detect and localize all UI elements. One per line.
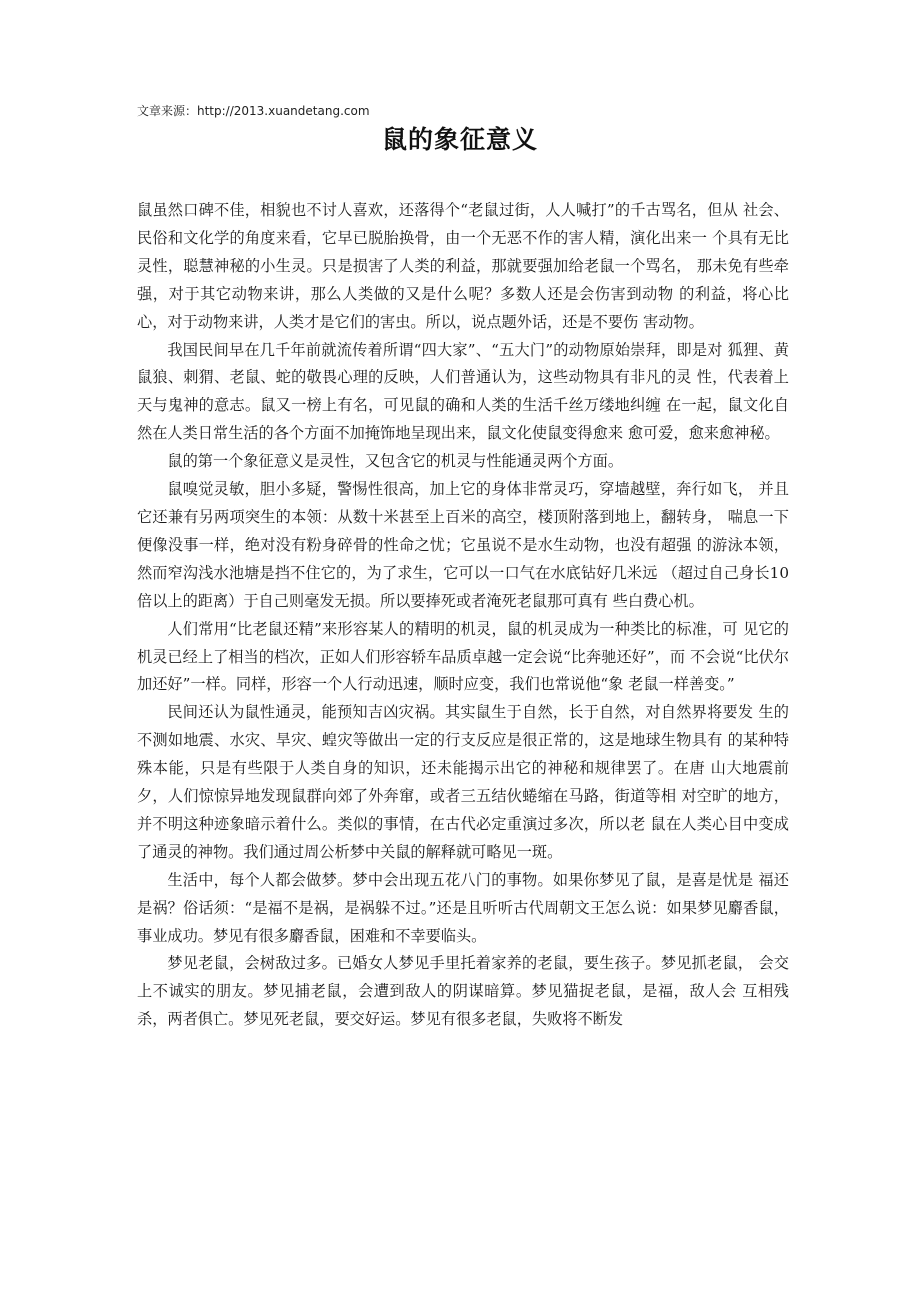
source-line: 文章来源：http://2013.xuandetang.com: [137, 104, 370, 118]
paragraph: 梦见老鼠，会树敌过多。已婚女人梦见手里托着家养的老鼠，要生孩子。梦见抓老鼠， 会交上不诚实的朋友。梦见捕老鼠，会遭到敌人的阴谋暗算。梦见猫捉老鼠，是福，敌人会 互相残杀，两者俱亡。梦见死老鼠，要交好运。梦见有很多老鼠，失败将不断发: [137, 954, 789, 1029]
paragraph: 生活中，每个人都会做梦。梦中会出现五花八门的事物。如果你梦见了鼠，是喜是忧是 福还是祸？俗话须：“是福不是祸，是祸躲不过。”还是且听听古代周朝文王怎么说：如果梦见麝香鼠，事业成功。梦见有很多麝香鼠，困难和不幸要临头。: [137, 870, 789, 945]
paragraph: 鼠虽然口碑不佳，相貌也不讨人喜欢，还落得个“老鼠过街，人人喊打”的千古骂名，但从 社会、民俗和文化学的角度来看，它早已脱胎换骨，由一个无恶不作的害人精，演化出来一 个具有无比灵性，聪慧神秘的小生灵。只是损害了人类的利益，那就要强加给老鼠一个骂名， 那未免有些牵强，对于其它动物来讲，那么人类做的又是什么呢？多数人还是会伤害到动物 的利益，将心比心，对于动物来讲，人类才是它们的害虫。所以，说点题外话，还是不要伤 害动物。: [137, 201, 789, 331]
paragraph: 鼠的第一个象征意义是灵性，又包含它的机灵与性能通灵两个方面。: [167, 452, 624, 471]
paragraph: 鼠嗅觉灵敏，胆小多疑，警惕性很高，加上它的身体非常灵巧，穿墙越壁，奔行如飞， 并且它还兼有另两项突生的本领：从数十米甚至上百米的高空，楼顶附落到地上，翻转身， 喘息一下便像没事一样，绝对没有粉身碎骨的性命之忧；它虽说不是水生动物，也没有超强 的游泳本领，然而窄沟浅水池塘是挡不住它的，为了求生，它可以一口气在水底钻好几米远 （超过自己身长10 倍以上的距离）于自己则毫发无损。所以要捧死或者淹死老鼠那可真有 些白费心机。: [137, 480, 789, 610]
article-body: [137, 197, 789, 1034]
paragraph: 人们常用“比老鼠还精”来形容某人的精明的机灵，鼠的机灵成为一种类比的标准，可 见它的机灵已经上了相当的档次，正如人们形容轿车品质卓越一定会说“比奔驰还好”，而 不会说“比伏尔加还好”一样。同样，形容一个人行动迅速，顺时应变，我们也常说他“象 老鼠一样善变。”: [137, 619, 789, 694]
paragraph: 我国民间早在几千年前就流传着所谓“四大家”、“五大门”的动物原始崇拜，即是对 狐狸、黄鼠狼、刺猬、老鼠、蛇的敬畏心理的反映，人们普通认为，这些动物具有非凡的灵 性，代表着上天与鬼神的意志。鼠又一榜上有名，可见鼠的确和人类的生活千丝万缕地纠缠 在一起，鼠文化自然在人类日常生活的各个方面不加掩饰地呈现出来，鼠文化使鼠变得愈来 愈可爱，愈来愈神秘。: [137, 340, 789, 443]
paragraph: 民间还认为鼠性通灵，能预知吉凶灾祸。其实鼠生于自然，长于自然，对自然界将要发 生的不测如地震、水灾、旱灾、蝗灾等做出一定的行支反应是很正常的，这是地球生物具有 的某种特殊本能，只是有些限于人类自身的知识，还未能揭示出它的神秘和规律罢了。在唐 山大地震前夕，人们惊惊异地发现鼠群向郊了外奔窜，或者三五结伙蜷缩在马路，街道等相 对空旷的地方，并不明这种迹象暗示着什么。类似的事情，在古代必定重演过多次，所以老 鼠在人类心目中变成了通灵的神物。我们通过周公析梦中关鼠的解释就可略见一斑。: [137, 703, 789, 861]
page-title: 鼠的象征意义: [381, 125, 538, 154]
